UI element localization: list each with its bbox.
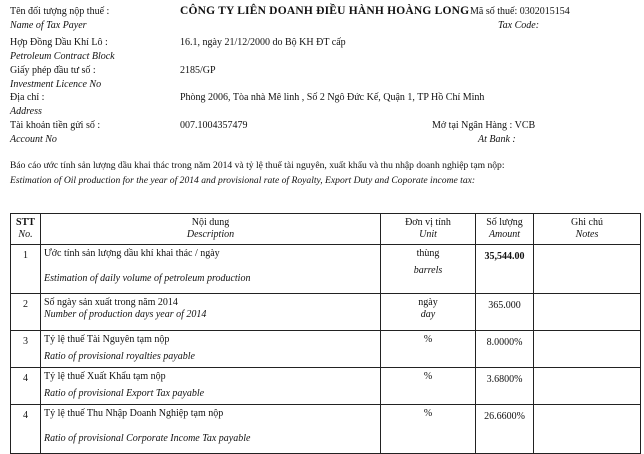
- account-value: 007.1004357479: [180, 120, 248, 131]
- row-stt: 4: [11, 368, 41, 405]
- table-row: [11, 294, 641, 331]
- address-value: Phòng 2006, Tòa nhà Mê linh , Số 2 Ngô Đức Kế, Quận 1, TP Hồ Chí Minh: [180, 92, 485, 103]
- contract-value: 16.1, ngày 21/12/2000 do Bộ KH ĐT cấp: [180, 37, 346, 48]
- production-table: [10, 213, 641, 454]
- tax-code: Mã số thuế: 0302015154: [470, 6, 570, 17]
- intro-vn: Báo cáo ước tính sản lượng dầu khai thác trong năm 2014 và tỷ lệ thuế tài nguyên, xuất khẩu và thu nhập doanh nghiệp tạm nộp:: [10, 160, 505, 171]
- address-label-en: Address: [10, 106, 42, 117]
- taxpayer-label: Tên đối tượng nộp thuế :: [10, 6, 110, 17]
- contract-label-en: Petroleum Contract Block: [10, 51, 115, 62]
- row-amount: 8.0000%: [476, 331, 534, 368]
- account-label-en: Account No: [10, 134, 57, 145]
- address-label: Địa chỉ :: [10, 92, 45, 103]
- header-unit: Đơn vị tính Unit: [381, 214, 476, 245]
- row-description: Ước tính sản lượng dầu khí khai thác / ngày Estimation of daily volume of petroleum production: [41, 245, 381, 294]
- row-amount: 35,544.00: [476, 245, 534, 294]
- table-row: [11, 405, 641, 454]
- table-header-row: [11, 214, 641, 245]
- licence-value: 2185/GP: [180, 65, 216, 76]
- intro-en: Estimation of Oil production for the year of 2014 and provisional rate of Royalty, Export Duty and Coporate income tax:: [10, 175, 476, 186]
- row-stt: 4: [11, 405, 41, 454]
- taxpayer-label-en: Name of Tax Payer: [10, 20, 87, 31]
- row-stt: 2: [11, 294, 41, 331]
- table-row: [11, 368, 641, 405]
- row-unit: %: [381, 368, 476, 405]
- row-unit: %: [381, 405, 476, 454]
- account-label: Tài khoản tiền gửi số :: [10, 120, 101, 131]
- tax-code-en: Tax Code:: [498, 20, 540, 31]
- row-stt: 3: [11, 331, 41, 368]
- row-description: Tỷ lệ thuế Thu Nhập Doanh Nghiệp tạm nộp Ratio of provisional Corporate Income Tax payable: [41, 405, 381, 454]
- row-notes: [534, 245, 641, 294]
- table-row: [11, 331, 641, 368]
- row-unit: %: [381, 331, 476, 368]
- bank-label: Mở tại Ngân Hàng : VCB: [432, 120, 536, 131]
- table-row: [11, 245, 641, 294]
- header-amount: Số lượng Amount: [476, 214, 534, 245]
- row-stt: 1: [11, 245, 41, 294]
- row-amount: 3.6800%: [476, 368, 534, 405]
- row-description: Tỷ lệ thuế Tài Nguyên tạm nộp Ratio of provisional royalties payable: [41, 331, 381, 368]
- row-description: Tỷ lệ thuế Xuất Khẩu tạm nộp Ratio of provisional Export Tax payable: [41, 368, 381, 405]
- row-notes: [534, 331, 641, 368]
- licence-label: Giấy phép đầu tư số :: [10, 65, 96, 76]
- row-notes: [534, 294, 641, 331]
- row-notes: [534, 405, 641, 454]
- row-description: Số ngày sản xuất trong năm 2014 Number of production days year of 2014: [41, 294, 381, 331]
- row-amount: 365.000: [476, 294, 534, 331]
- row-notes: [534, 368, 641, 405]
- header-stt: STT No.: [11, 214, 41, 245]
- contract-label: Hợp Đồng Dầu Khí Lô :: [10, 37, 108, 48]
- licence-label-en: Investment Licence No: [10, 79, 102, 90]
- row-unit: ngày day: [381, 294, 476, 331]
- header-description: Nội dung Description: [41, 214, 381, 245]
- bank-label-en: At Bank :: [478, 134, 516, 145]
- header-notes: Ghi chú Notes: [534, 214, 641, 245]
- company-name: CÔNG TY LIÊN DOANH ĐIỀU HÀNH HOÀNG LONG: [180, 5, 470, 17]
- row-amount: 26.6600%: [476, 405, 534, 454]
- row-unit: thùng barrels: [381, 245, 476, 294]
